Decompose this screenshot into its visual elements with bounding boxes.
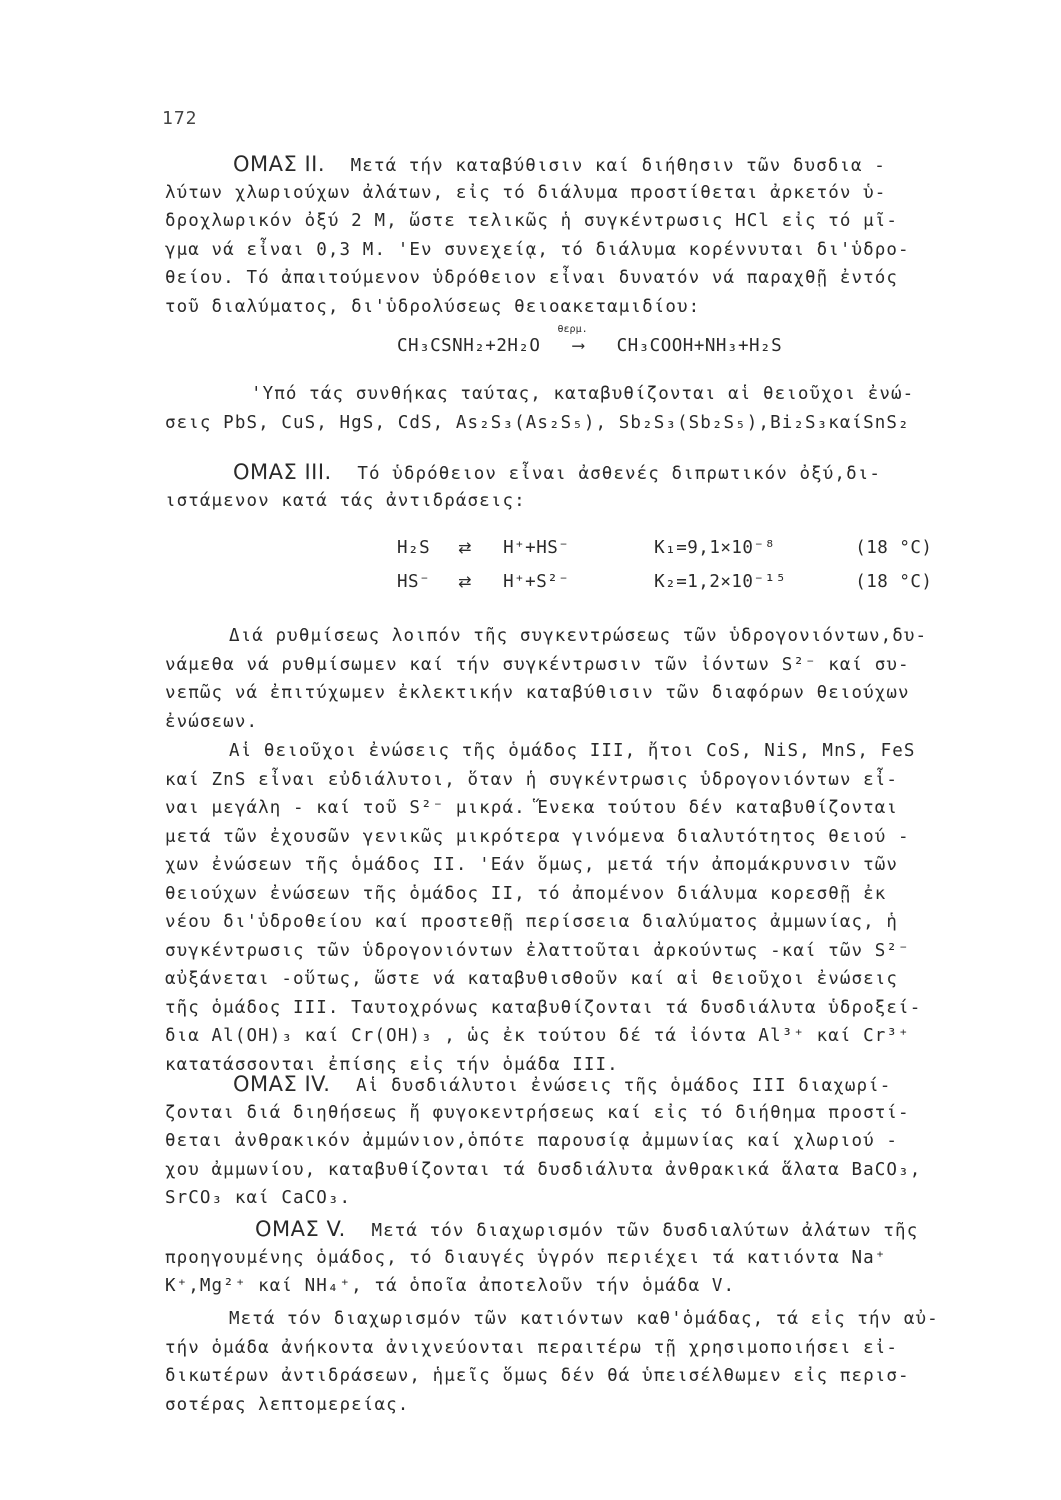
- text-line: γμα νά εἶναι 0,3 Μ. 'Εν συνεχείᾳ, τό διάλυμα κορέννυται δι'ὑδρο-: [165, 239, 910, 260]
- equilibrium-1: [397, 538, 932, 558]
- text-line: συγκέντρωσις τῶν ὑδρογονιόντων ἐλαττοῦται ἀρκούντως -καί τῶν S²⁻: [165, 940, 910, 961]
- section-4-paragraph: [165, 1070, 980, 1213]
- section-5-paragraph: [165, 1215, 980, 1301]
- text-line: αὐξάνεται -οὕτως, ὥστε νά καταβυθισθοῦν καί αἱ θειοῦχοι ἐνώσεις: [165, 969, 899, 989]
- section-2-after: [165, 380, 980, 437]
- equilibrium-arrow-icon: ⇄: [458, 572, 472, 591]
- text-line: λύτων χλωριούχων ἀλάτων, εἰς τό διάλυμα προστίθεται ἀρκετόν ὑ-: [165, 182, 887, 203]
- text-line: ιστάμενον κατά τάς ἀντιδράσεις:: [165, 490, 526, 511]
- text-line: Μετά τήν καταβύθισιν καί διήθησιν τῶν δυσδια -: [350, 156, 886, 176]
- eq1-left: H₂S: [397, 538, 431, 558]
- text-line: Αἱ δυσδιάλυτοι ἐνώσεις τῆς ὁμάδος III διαχωρί-: [356, 1076, 892, 1096]
- reaction-arrow: [552, 324, 606, 356]
- thioacetamide-reaction: [397, 324, 783, 356]
- text-line: δροχλωρικόν ὀξύ 2 Μ, ὥστε τελικῶς ἡ συγκέντρωσις HCl εἰς τό μῖ-: [165, 211, 899, 231]
- text-line: σοτέρας λεπτομερείας.: [165, 1394, 410, 1415]
- eq1-temperature: (18 °C): [855, 538, 933, 558]
- text-line: ναι μεγάλη - καί τοῦ S²⁻ μικρά. Ἕνεκα τούτου δέν καταβυθίζονται: [165, 798, 899, 818]
- eq1-right: H⁺+HS⁻: [503, 538, 570, 558]
- text-line: καί ZnS εἶναι εὐδιάλυτοι, ὅταν ἡ συγκέντρωσις ὑδρογονιόντων εἶ-: [165, 769, 899, 790]
- text-line: τήν ὁμάδα ἀνήκοντα ἀνιχνεύονται περαιτέρω τῇ χρησιμοποιήσει εἰ-: [165, 1337, 899, 1358]
- text-line: νέου δι'ὑδροθείου καί προστεθῇ περίσσεια διαλύματος ἀμμωνίας, ἡ: [165, 912, 899, 932]
- section-5-heading: ΟΜΑΣ V.: [255, 1217, 346, 1241]
- section-3-para-2: [165, 737, 980, 1079]
- section-2-heading: ΟΜΑΣ ΙΙ.: [233, 152, 326, 176]
- section-4-heading: ΟΜΑΣ ΙV.: [233, 1072, 331, 1096]
- text-line: Τό ὑδρόθειον εἶναι ἀσθενές διπρωτικόν ὀξύ,δι-: [357, 464, 881, 484]
- text-line: τῆς ὁμάδος III. Ταυτοχρόνως καταβυθίζονται τά δυσδιάλυτα ὑδροξεί-: [165, 997, 922, 1018]
- text-line: τοῦ διαλύματος, δι'ὑδρολύσεως θειοακεταμιδίου:: [165, 296, 701, 317]
- text-line: 'Υπό τάς συνθήκας ταύτας, καταβυθίζονται αἱ θειοῦχοι ἐνώ-: [251, 384, 915, 404]
- text-line: προηγουμένης ὁμάδος, τό διαυγές ὑγρόν περιέχει τά κατιόντα Na⁺: [165, 1247, 887, 1268]
- text-line: Μετά τόν διαχωρισμόν τῶν δυσδιαλύτων ἀλάτων τῆς: [371, 1221, 919, 1241]
- text-line: Διά ρυθμίσεως λοιπόν τῆς συγκεντρώσεως τῶν ὑδρογονιόντων,δυ-: [229, 626, 928, 646]
- eq2-constant: K₂=1,2×10⁻¹⁵: [654, 572, 787, 592]
- text-line: ἐνώσεων.: [165, 711, 259, 732]
- text-line: θεται ἀνθρακικόν ἀμμώνιον,ὁπότε παρουσίᾳ ἀμμωνίας καί χλωριού -: [165, 1131, 899, 1151]
- eq2-right: H⁺+S²⁻: [503, 572, 570, 592]
- section-3-paragraph: [165, 458, 980, 515]
- section-5-para: [165, 1305, 980, 1419]
- page-number: 172: [162, 108, 198, 129]
- text-line: κατατάσσονται ἐπίσης εἰς τήν ὁμάδα III.: [165, 1054, 619, 1075]
- text-line: δικωτέρων ἀντιδράσεων, ἡμεῖς ὅμως δέν θά ὑπεισέλθωμεν εἰς περισ-: [165, 1366, 910, 1386]
- text-line: χου ἀμμωνίου, καταβυθίζονται τά δυσδιάλυτα ἀνθρακικά ἅλατα BaCO₃,: [165, 1159, 922, 1180]
- text-line: Μετά τόν διαχωρισμόν τῶν κατιόντων καθ'ὁμάδας, τά εἰς τήν αὐ-: [229, 1309, 939, 1329]
- eq2-temperature: (18 °C): [855, 572, 933, 592]
- text-line: θείου. Τό ἀπαιτούμενον ὑδρόθειον εἶναι δυνατόν νά παραχθῇ ἐντός: [165, 268, 899, 288]
- section-3-heading: ΟΜΑΣ ΙΙΙ.: [233, 460, 332, 484]
- eq2-left: HS⁻: [397, 572, 431, 592]
- text-line: χων ἐνώσεων τῆς ὁμάδος II. 'Εάν ὅμως, μετά τήν ἀπομάκρυνσιν τῶν: [165, 855, 899, 875]
- text-line: μετά τῶν ἐχουσῶν γενικῶς μικρότερα γινόμενα διαλυτότητος θειού -: [165, 826, 910, 847]
- reaction-condition: θερμ.: [557, 324, 588, 335]
- text-line: νεπῶς νά ἐπιτύχωμεν ἐκλεκτικήν καταβύθισιν τῶν διαφόρων θειούχων: [165, 683, 910, 703]
- section-3-para-1: [165, 622, 980, 736]
- text-line: Αἱ θειοῦχοι ἐνώσεις τῆς ὁμάδος III, ἤτοι CoS, NiS, MnS, FeS: [229, 741, 916, 761]
- equilibrium-2: [397, 572, 932, 592]
- section-2-paragraph: [165, 150, 980, 321]
- right-arrow-icon: ⟶: [572, 336, 585, 356]
- text-line: K⁺,Mg²⁺ καί NH₄⁺, τά ὁποῖα ἀποτελοῦν τήν ὁμάδα V.: [165, 1276, 736, 1296]
- reaction-products: CH₃COOH+NH₃+H₂S: [616, 336, 783, 356]
- text-line: δια Al(OH)₃ καί Cr(OH)₃ , ὡς ἐκ τούτου δέ τά ἰόντα Al³⁺ καί Cr³⁺: [165, 1026, 910, 1046]
- eq1-constant: K₁=9,1×10⁻⁸: [654, 538, 776, 558]
- text-line: ζονται διά διηθήσεως ἤ φυγοκεντρήσεως καί εἰς τό διήθημα προστί-: [165, 1102, 910, 1123]
- reaction-reactants: CH₃CSNH₂+2H₂O: [397, 336, 541, 356]
- text-line: σεις PbS, CuS, HgS, CdS, As₂S₃(As₂S₅), Sb₂S₃(Sb₂S₅),Bi₂S₃καίSnS₂: [165, 412, 910, 433]
- text-line: νάμεθα νά ρυθμίσωμεν καί τήν συγκέντρωσιν τῶν ἰόντων S²⁻ καί συ-: [165, 654, 910, 675]
- equilibrium-arrow-icon: ⇄: [458, 538, 472, 557]
- text-line: θειούχων ἐνώσεων τῆς ὁμάδος II, τό ἀπομένον διάλυμα κορεσθῇ ἐκ: [165, 883, 887, 904]
- text-line: SrCO₃ καί CaCO₃.: [165, 1188, 352, 1208]
